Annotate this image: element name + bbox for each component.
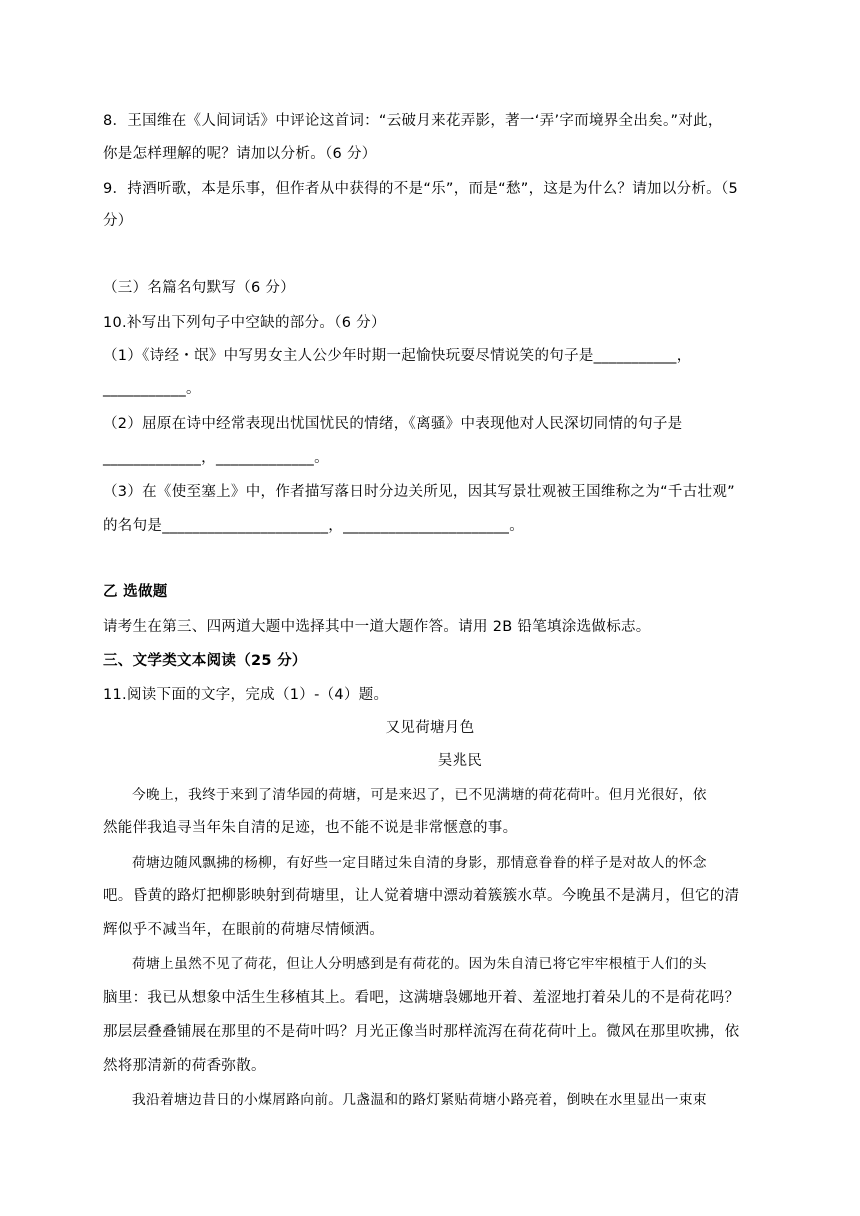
article-p2-line1: 荷塘边随风飘拂的杨柳，有好些一定目睹过朱自清的身影，那情意眷眷的样子是对故人的怀念 xyxy=(132,855,707,871)
q10-item3-line1: （3）在《使至塞上》中，作者描写落日时分边关所见，因其写景壮观被王国维称之为“千古壮观” xyxy=(103,484,735,500)
q9-line-1: 9．持酒听歌，本是乐事，但作者从中获得的不是“乐”，而是“愁”，这是为什么？请加以分析。（5 xyxy=(103,181,739,197)
article-author: 吴兆民 xyxy=(437,753,483,769)
article-p1-line2: 然能伴我追寻当年朱自清的足迹，也不能不说是非常惬意的事。 xyxy=(103,820,518,836)
article-title: 又见荷塘月色 xyxy=(385,720,475,736)
article-p2-line2: 吧。昏黄的路灯把柳影映射到荷塘里，让人觉着塘中漂动着簇簇水草。今晚虽不是满月，但它的清 xyxy=(103,888,740,904)
article-p3-line2: 脑里：我已从想象中活生生移植其上。看吧，这满塘袅娜地开着、羞涩地打着朵儿的不是荷花吗？ xyxy=(103,990,740,1006)
q11-prompt: 11.阅读下面的文字，完成（1）-（4）题。 xyxy=(103,687,389,703)
q10-item3-line2: 的名句是______________________，______________________。 xyxy=(103,518,524,534)
part-b-instruction: 请考生在第三、四两道大题中选择其中一道大题作答。请用 2B 铅笔填涂选做标志。 xyxy=(103,619,651,635)
section-title-literary: 三、文学类文本阅读（25 分） xyxy=(103,653,307,669)
article-p3-line1: 荷塘上虽然不见了荷花，但让人分明感到是有荷花的。因为朱自清已将它牢牢根植于人们的头 xyxy=(132,956,707,972)
q10-item1-line1: （1）《诗经・氓》中写男女主人公少年时期一起愉快玩耍尽情说笑的句子是___________， xyxy=(103,348,692,364)
q10-item1-line2: ___________。 xyxy=(103,381,201,397)
q10-item2-line1: （2）屈原在诗中经常表现出忧国忧民的情绪，《离骚》中表现他对人民深切同情的句子是 xyxy=(103,416,683,432)
article-p4-line1: 我沿着塘边昔日的小煤屑路向前。几盏温和的路灯紧贴荷塘小路亮着，倒映在水里显出一束束 xyxy=(132,1092,707,1108)
article-p2-line3: 辉似乎不减当年，在眼前的荷塘尽情倾洒。 xyxy=(103,922,385,938)
q10-item2-line2: _____________，_____________。 xyxy=(103,450,329,466)
q8-line-2: 你是怎样理解的呢？请加以分析。（6 分） xyxy=(103,146,377,162)
article-p3-line3: 那层层叠叠铺展在那里的不是荷叶吗？月光正像当时那样流泻在荷花荷叶上。微风在那里吹拂，依 xyxy=(103,1024,740,1040)
article-p1-line1: 今晚上，我终于来到了清华园的荷塘，可是来迟了，已不见满塘的荷花荷叶。但月光很好，依 xyxy=(132,787,707,803)
part-b-heading: 乙 选做题 xyxy=(103,584,168,600)
section-heading-dictation: （三）名篇名句默写（6 分） xyxy=(103,280,296,296)
q10-prompt: 10.补写出下列句子中空缺的部分。（6 分） xyxy=(103,315,386,331)
article-p3-line4: 然将那清新的荷香弥散。 xyxy=(103,1058,266,1074)
q9-line-2: 分） xyxy=(103,213,133,229)
q8-line-1: 8．王国维在《人间词话》中评论这首词：“云破月来花弄影，著一‘弄’字而境界全出矣。”对此， xyxy=(103,113,723,129)
